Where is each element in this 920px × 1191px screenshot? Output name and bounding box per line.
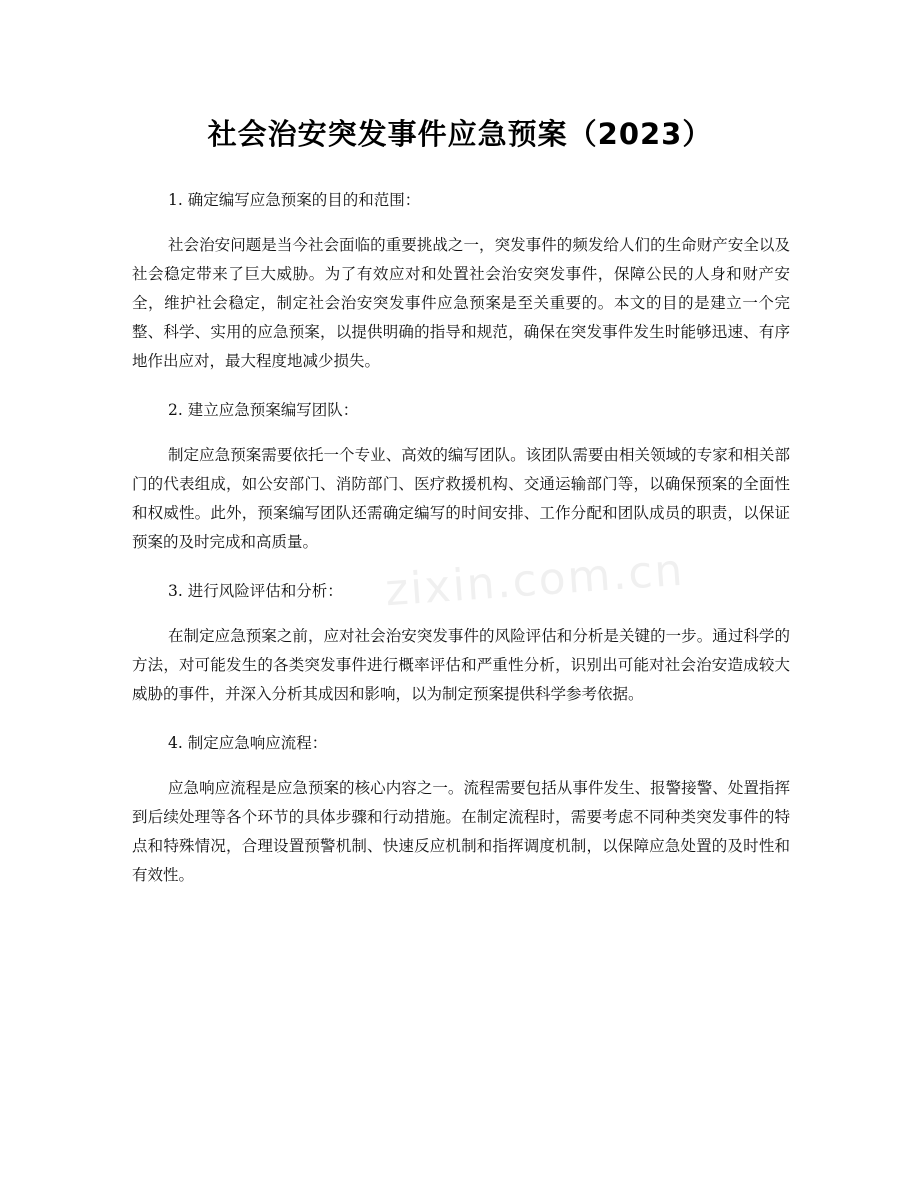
page-title: 社会治安突发事件应急预案（2023）	[207, 117, 713, 151]
watermark: zixin.com.cn	[383, 544, 686, 617]
section-paragraph: 应急响应流程是应急预案的核心内容之一。流程需要包括从事件发生、报警接警、处置指挥到后续处理等各个环节的具体步骤和行动措施。在制定流程时，需要考虑不同种类突发事件的特点和特殊情况，合理设置预警机制、快速反应机制和指挥调度机制，以保障应急处置的及时性和有效性。	[132, 779, 790, 884]
section-paragraph: 制定应急预案需要依托一个专业、高效的编写团队。该团队需要由相关领域的专家和相关部门的代表组成，如公安部门、消防部门、医疗救援机构、交通运输部门等，以确保预案的全面性和权威性。此外，预案编写团队还需确定编写的时间安排、工作分配和团队成员的职责，以保证预案的及时完成和高质量。	[132, 446, 790, 551]
document-body	[132, 186, 790, 910]
section-paragraph: 在制定应急预案之前，应对社会治安突发事件的风险评估和分析是关键的一步。通过科学的方法，对可能发生的各类突发事件进行概率评估和严重性分析，识别出可能对社会治安造成较大威胁的事件，并深入分析其成因和影响，以为制定预案提供科学参考依据。	[132, 627, 790, 703]
section-heading: 2. 建立应急预案编写团队：	[168, 401, 359, 419]
section-heading: 1. 确定编写应急预案的目的和范围：	[168, 191, 421, 209]
section-paragraph: 社会治安问题是当今社会面临的重要挑战之一，突发事件的频发给人们的生命财产安全以及社会稳定带来了巨大威胁。为了有效应对和处置社会治安突发事件，保障公民的人身和财产安全，维护社会稳定，制定社会治安突发事件应急预案是至关重要的。本文的目的是建立一个完整、科学、实用的应急预案，以提供明确的指导和规范，确保在突发事件发生时能够迅速、有序地作出应对，最大程度地减少损失。	[132, 236, 790, 370]
section-4	[132, 729, 790, 890]
section-heading: 3. 进行风险评估和分析：	[168, 582, 343, 600]
section-1	[132, 186, 790, 376]
section-2	[132, 396, 790, 557]
section-heading: 4. 制定应急响应流程：	[168, 734, 328, 752]
section-3	[132, 577, 790, 709]
